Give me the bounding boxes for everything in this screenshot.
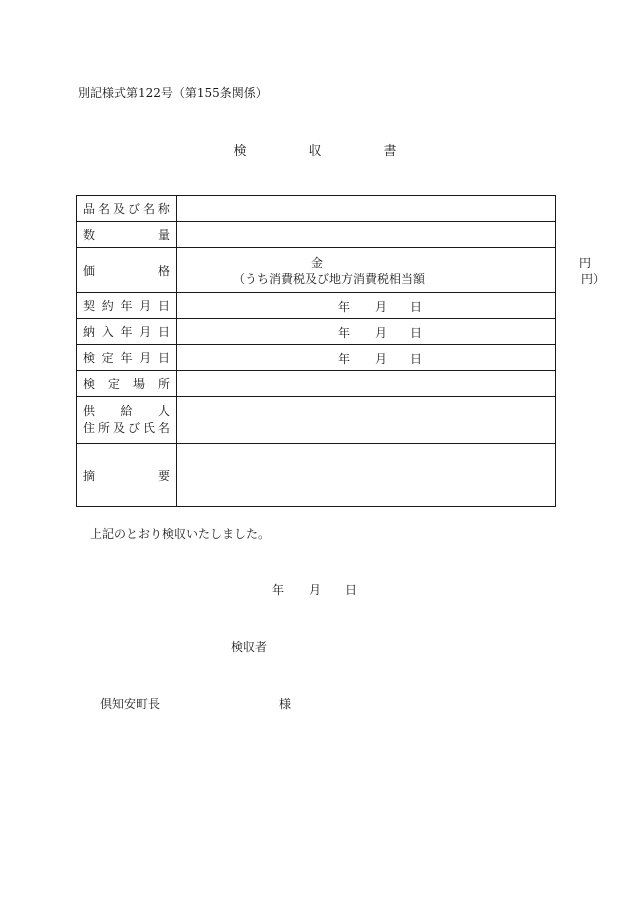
signature-month-label: 月 (309, 583, 322, 597)
label-char: 検 (83, 377, 96, 391)
confirmation-statement: 上記のとおり検収いたしました。 (90, 527, 271, 541)
year-label: 年 (338, 300, 351, 314)
inspection-place-value[interactable] (177, 371, 556, 397)
month-label: 月 (375, 326, 388, 340)
label-char: 及 (112, 202, 125, 216)
row-remarks (77, 444, 556, 507)
day-label: 日 (410, 300, 423, 314)
month-label: 月 (375, 300, 388, 314)
label-char: 名 (157, 421, 170, 435)
inspection-table (76, 195, 606, 507)
honorific: 様 (279, 697, 292, 711)
contract-date-value[interactable] (177, 293, 556, 319)
label-char: 年 (120, 325, 133, 339)
label-char: 月 (139, 351, 152, 365)
label-char: 検 (83, 351, 96, 365)
title-char-1: 検 (233, 144, 247, 159)
title-char-2: 収 (308, 144, 322, 159)
label-remarks (77, 444, 177, 507)
label-char: 納 (83, 325, 96, 339)
row-inspection-date (77, 345, 556, 371)
label-char: 要 (157, 468, 170, 483)
year-label: 年 (338, 352, 351, 366)
price-tax-note: （うち消費税及び地方消費税相当額 (233, 272, 426, 286)
label-char: 約 (101, 299, 114, 313)
label-char: 品 (83, 202, 96, 216)
label-char: 供 (83, 404, 96, 418)
label-char: 契 (83, 299, 96, 313)
month-label: 月 (375, 352, 388, 366)
label-char: 日 (157, 351, 170, 365)
label-char: 場 (132, 377, 145, 391)
label-delivery-date (77, 319, 177, 345)
label-char: 給 (120, 404, 133, 418)
row-contract-date (77, 293, 556, 319)
row-supplier (77, 397, 556, 444)
label-char: 所 (97, 421, 110, 435)
remarks-value[interactable] (177, 444, 556, 507)
label-char: 年 (120, 351, 133, 365)
label-supplier (77, 397, 177, 444)
year-label: 年 (338, 326, 351, 340)
row-price (77, 248, 556, 293)
label-contract-date (77, 293, 177, 319)
label-char: 氏 (142, 421, 155, 435)
label-char: 日 (157, 299, 170, 313)
quantity-value[interactable] (177, 222, 556, 248)
label-char: 月 (139, 325, 152, 339)
row-inspection-place (77, 371, 556, 397)
signature-year-label: 年 (272, 583, 285, 597)
label-inspection-date (77, 345, 177, 371)
label-char: 名 (142, 202, 155, 216)
label-item-name (77, 196, 177, 222)
label-char: 入 (101, 325, 114, 339)
label-char: 人 (157, 404, 170, 418)
label-price (77, 248, 177, 293)
form-reference: 別記様式第122号（第155条関係） (78, 86, 268, 100)
label-char: 定 (101, 351, 114, 365)
label-char: 住 (83, 421, 96, 435)
label-char: 月 (139, 299, 152, 313)
label-char: 摘 (83, 468, 96, 483)
label-char: 及 (112, 421, 125, 435)
label-char: 日 (157, 325, 170, 339)
label-char: 数 (83, 228, 96, 242)
supplier-value[interactable] (177, 397, 556, 444)
label-char: 所 (157, 377, 170, 391)
signature-day-label: 日 (345, 583, 358, 597)
label-char: 価 (83, 263, 96, 278)
title-char-3: 書 (383, 144, 397, 159)
label-char: び (127, 202, 140, 216)
label-inspection-place (77, 371, 177, 397)
label-char: 格 (157, 263, 170, 278)
item-name-value[interactable] (177, 196, 556, 222)
label-char: 名 (97, 202, 110, 216)
label-char: 年 (120, 299, 133, 313)
delivery-date-value[interactable] (177, 319, 556, 345)
label-char: 量 (157, 228, 170, 242)
price-yen: 円 (579, 256, 592, 270)
day-label: 日 (410, 352, 423, 366)
inspection-date-value[interactable] (177, 345, 556, 371)
row-item-name (77, 196, 556, 222)
label-char: び (127, 421, 140, 435)
day-label: 日 (410, 326, 423, 340)
label-char: 称 (157, 202, 170, 216)
label-char: 定 (107, 377, 120, 391)
label-quantity (77, 222, 177, 248)
row-quantity (77, 222, 556, 248)
price-tax-yen: 円） (581, 272, 606, 286)
addressee: 倶知安町長 (100, 697, 161, 711)
row-delivery-date (77, 319, 556, 345)
inspector-label: 検収者 (231, 640, 268, 654)
price-value[interactable] (177, 248, 606, 293)
document-title (0, 140, 630, 159)
price-kin: 金 (311, 256, 324, 270)
